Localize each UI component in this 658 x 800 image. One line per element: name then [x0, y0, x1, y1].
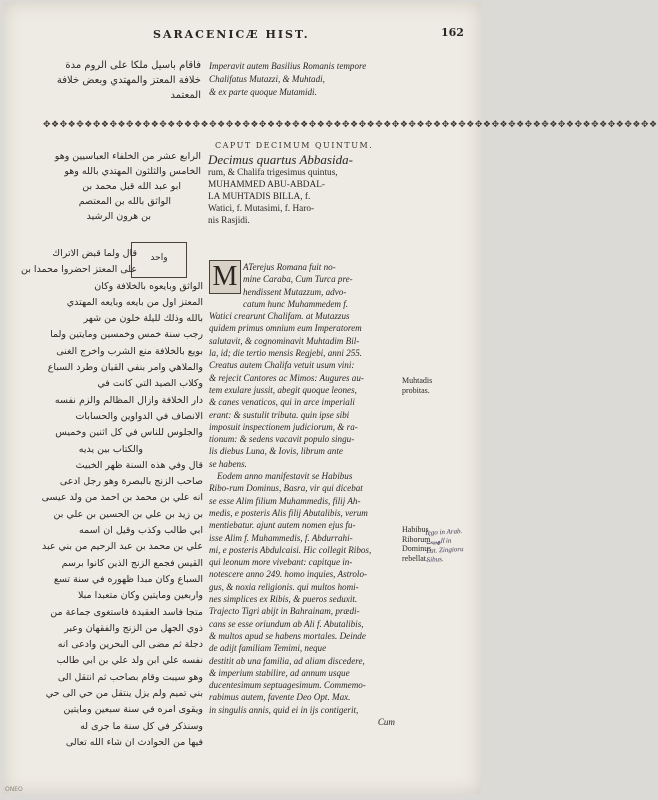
arabic-line: علي بن محمد بن عبد الرحيم من بني عبد — [42, 541, 203, 553]
arabic-initial-box: واحد — [131, 242, 187, 278]
arabic-line: الواثق وبايعوه بالخلافة وكان — [94, 280, 203, 292]
book-page — [3, 2, 658, 794]
arabic-line: القيس فجمع الزنج الذين كانوا برسم — [61, 557, 203, 569]
margin-note-line: Riborum — [402, 534, 431, 544]
watermark: ONEO — [5, 786, 23, 793]
latin-line: quidem primus omnium eum Imperatorem — [209, 323, 362, 334]
heading-line: rum, & Chalifa trigesimus quintus, — [208, 168, 338, 178]
arabic-line: رجب سنة خمس وخمسين ومايتين ولما — [50, 329, 203, 341]
heading-line: Watici, f. Mutasimi, f. Haro- — [208, 204, 315, 214]
drop-cap-initial: M — [209, 260, 241, 294]
latin-line: imposuit inspectionem judiciorum, & ra- — [209, 421, 358, 432]
latin-line: destitit ab una familia, ad aliam discedere, — [209, 655, 365, 666]
arabic-line: على المعتز احضروا محمدا بن — [21, 264, 137, 276]
latin-line: mentiebatur. ajunt autem nomen ejus fu- — [209, 520, 356, 531]
latin-line: & canes venaticos, qui in arce imperiali — [209, 397, 355, 408]
arabic-line: بن زيد بن علي بن الحسين بن علي بن — [53, 508, 203, 520]
latin-line: la, id; die tertio mensis Regjebi, anni 255. — [209, 348, 363, 359]
handwritten-line: Sibus. — [426, 555, 444, 564]
margin-note-line: Dominus — [402, 544, 432, 553]
arabic-line: والملاهي وامر بنفي القيان وطرد السباع — [47, 362, 203, 374]
latin-line: notescere anno 249. homo inquies, Astrolo- — [209, 569, 368, 580]
latin-line: mi, e posteris Abdulcaisi. Hic collegit Ribos, — [209, 544, 372, 555]
arabic-line: خلافة المعتز والمهتدي وبعض خلافة — [56, 75, 201, 86]
arabic-line: متجا فاسد العقيدة فاستغوى جماعة من — [50, 606, 203, 618]
handwritten-line: الهبيث in — [425, 536, 452, 546]
arabic-line: واربعين ومايتين وكان متعبدا مبلا — [77, 590, 203, 602]
handwritten-annotation — [425, 527, 464, 565]
handwritten-line: Lat. Zingioru — [426, 545, 464, 555]
latin-line: rabimus autem, favente Deo Opt. Max. — [209, 692, 351, 703]
latin-body-text — [209, 261, 399, 728]
latin-line: Eodem anno manifestavit se Habibus — [217, 471, 353, 482]
arabic-line: فيها من الحوادث ان شاء الله تعالى — [65, 736, 203, 748]
margin-note-line: rebellat. — [402, 553, 428, 563]
arabic-line: ذوي الجهل من الزنج والفقهان وعبر — [64, 622, 203, 634]
latin-line: in singulis annis, quid ei in ijs contigerit, — [209, 704, 359, 715]
arabic-line: بويع بالخلافة منع الشرب واخرج الغنى — [56, 345, 203, 357]
latin-line: Ribo-rum Dominus, Basra, vir qui dicebat — [209, 483, 363, 494]
latin-line: ducentesimum septuagesimum. Commemo- — [209, 680, 366, 691]
latin-line: Imperavit autem Basilius Romanis tempore — [209, 61, 367, 71]
arabic-line: المعتز اول من بايعه وبايعه المهتدي — [66, 296, 203, 308]
arabic-line: بن هرون الرشيد — [86, 211, 151, 222]
arabic-line: وهو سيبت وقام بصاحب ثم انتقل الى — [57, 671, 203, 683]
arabic-line: بالله وذلك لليلة خلون من شهر — [83, 313, 203, 325]
arabic-line: الرابع عشر من الخلفاء العباسيين وهو — [54, 151, 201, 162]
arabic-line: بني تميم ولم يزل ينتقل من حي الى حي — [45, 688, 203, 700]
heading-line: LA MUHTADIS BILLA, f. — [208, 192, 311, 202]
latin-line: nes simplices ex Ribis, & pueros seduxit. — [209, 594, 358, 605]
running-header: SARACENICÆ HIST. — [153, 28, 310, 41]
latin-line: catum hunc Muhammedem f. — [243, 298, 349, 309]
chapter-caption: CAPUT DECIMUM QUINTUM. — [215, 141, 374, 150]
margin-note-line: probitas. — [402, 385, 430, 395]
arabic-line: الانصاف في الدواوين والحسابات — [75, 410, 203, 422]
latin-line: hendissent Mutazzum, advo- — [243, 286, 347, 297]
latin-line: medis, e posteris Alis filij Abutalibis, verum — [209, 507, 368, 518]
arabic-line: المعتمد — [170, 90, 201, 101]
latin-line: qui leonum more vivebant: capitque in- — [209, 557, 353, 568]
page-number: 162 — [441, 26, 464, 39]
arabic-line: صاحب الزنج بالبصرة وهو رجل ادعى — [59, 476, 203, 488]
arabic-line: قال وفي هذه السنة ظهر الخبيث — [75, 459, 203, 471]
arabic-line: والكتاب بين يديه — [78, 443, 143, 455]
latin-line: se habens. — [209, 458, 247, 469]
latin-line: Watici crearunt Chalifam. at Mutazzus — [209, 311, 350, 322]
latin-line: isse Alim f. Muhammedis, f. Abdurrahi- — [209, 532, 353, 543]
latin-line: Creatus autem Chalifa vetuit usum vini: — [209, 360, 355, 371]
latin-top-text — [209, 60, 399, 99]
latin-line: mine Caraba, Cum Turca pre- — [243, 274, 353, 285]
handwritten-line: Ięgo in Arab. — [425, 527, 463, 537]
arabic-line: الخامس والثلثون المهتدي بالله وهو — [64, 166, 201, 177]
heading-line: Decimus quartus Abbasida- — [208, 152, 353, 167]
arabic-line: وسنذكر في كل سنة ما جرى له — [80, 720, 203, 732]
arabic-line: ابو عبد الله قبل محمد بن — [82, 181, 181, 192]
latin-line: tem exulare jussit, abegit quoque leones, — [209, 384, 357, 395]
arabic-line: دجلة ثم مضى الى البحرين وادعى انه — [57, 639, 203, 651]
latin-line: Cum — [377, 716, 395, 727]
latin-line: & rejecit Cantores ac Mimos: Augures au- — [209, 372, 364, 383]
latin-line: & imperium stabilire, ad annum usque — [209, 667, 350, 678]
arabic-line: السباع وكان مبدا ظهوره في سنة تسع — [53, 573, 203, 585]
latin-line: & multos apud se habens mortales. Deinde — [209, 630, 366, 641]
arabic-line: فاقام باسيل ملكا على الروم مدة — [65, 60, 201, 71]
latin-line: de adijt familiam Temimi, neque — [209, 643, 327, 654]
latin-line: gus, & noxia religionis. qui multos homi- — [209, 581, 359, 592]
latin-line: Chalifatus Mutazzi, & Muhtadi, — [209, 74, 325, 84]
latin-line: tionum: & sedens vacavit populo singu- — [209, 434, 355, 445]
arabic-line: دار الخلافة وازال المظالم والزم نفسه — [54, 394, 203, 406]
latin-line: salutavit, & cognominavit Muhtadim Bil- — [209, 335, 360, 346]
ornament-band: ✥❖✥❖✥❖✥❖✥❖✥❖✥❖✥❖✥❖✥❖✥❖✥❖✥❖✥❖✥❖✥❖✥❖✥❖✥❖✥❖✥❖✥❖✥❖✥❖✥❖✥❖✥❖✥❖✥❖✥❖✥❖✥❖✥❖✥❖✥❖✥❖✥❖ — [43, 120, 658, 130]
arabic-line: والجلوس للناس في كل اثنين وخميس — [55, 427, 203, 439]
arabic-body-text — [19, 246, 203, 751]
latin-line: Trajecto Tigri abijt in Bahrainam, prædi- — [209, 606, 360, 617]
margin-note-line: Habibus — [402, 525, 429, 534]
latin-line: lis diebus Luna, & Iovis, librum ante — [209, 446, 343, 457]
latin-chapter-heading — [208, 152, 396, 227]
margin-note-muhtadis — [402, 376, 432, 395]
arabic-line: الواثق بالله بن المعتصم — [78, 196, 171, 207]
arabic-line: ابي طالب وكذب وقيل ان اسمه — [78, 525, 203, 537]
latin-line: cans se esse oriundum ab Ali f. Abutalibis, — [209, 618, 364, 629]
arabic-top-text — [21, 58, 201, 103]
arabic-line: نفسه علي ابن ولد علي بن ابي طالب — [56, 655, 203, 667]
margin-note-line: Muhtadis — [402, 376, 433, 385]
arabic-line: ويقوى امره في سنة سبعين ومايتين — [63, 704, 203, 716]
heading-line: MUHAMMED ABU-ABDAL- — [208, 180, 325, 190]
arabic-line: انه علي بن محمد بن احمد من ولد عيسى — [41, 492, 203, 504]
arabic-line: وكلاب الصيد التي كانت في — [97, 378, 203, 390]
latin-line: erant: & sustulit tributa. quin ipse sibi — [209, 409, 350, 420]
arabic-line: قال ولما قبض الاتراك — [52, 248, 137, 259]
latin-line: & ex parte quoque Mutamidi. — [209, 87, 317, 97]
arabic-chapter-heading — [21, 149, 201, 224]
latin-line: se esse Alim filium Muhammedis, filij Ah- — [209, 495, 361, 506]
latin-line: ATerejus Romana fuit no- — [243, 262, 336, 272]
heading-line: nis Rasjidi. — [208, 216, 250, 226]
